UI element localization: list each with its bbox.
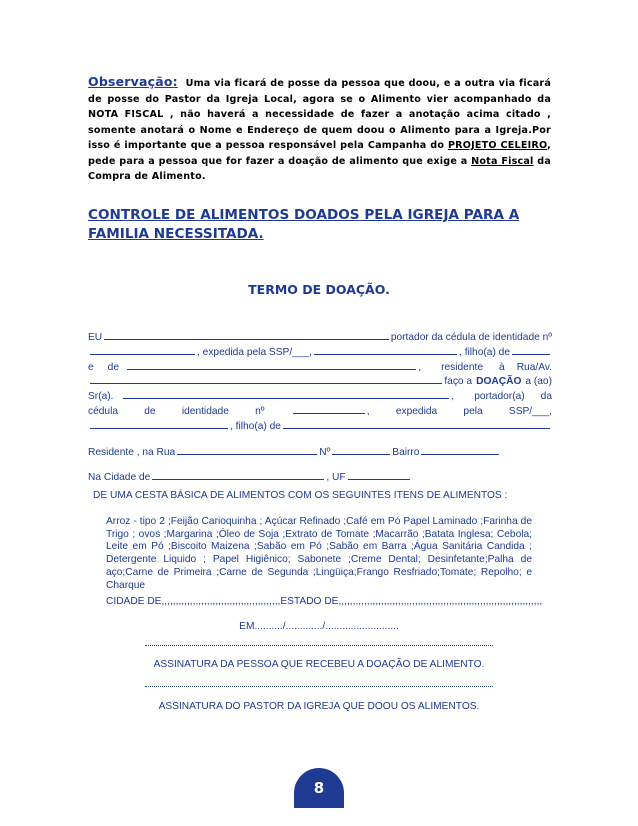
form-label-da: da xyxy=(540,391,552,403)
observation-text-3: da Compra de Alimento. xyxy=(88,155,551,182)
form-label-ssp: SSP/___, xyxy=(508,405,552,417)
observation-text-1: Uma via ficará de posse da pessoa que doou, e a outra via ficará de posse do Pastor da Igreja Local, agora se o Alimento vier acompanhado da NOTA FISCAL , não haverá a necessidade de fazer a anotação acima citado , somente anotará o Nome e Endereço de quem doou o Alimento para a Igreja.Por isso é importante que a pessoa responsável pela Campanha do xyxy=(88,78,551,151)
pastor-signature-label: ASSINATURA DO PASTOR DA IGREJA QUE DOOU OS ALIMENTOS. xyxy=(158,701,480,712)
parent-field-1[interactable] xyxy=(512,345,550,355)
form-label-numero: nº xyxy=(255,405,265,417)
form-label-faco: faço a xyxy=(444,376,473,388)
form-label-residente: residente xyxy=(441,361,484,373)
form-comma: , xyxy=(418,361,422,373)
identity-field[interactable] xyxy=(90,345,195,355)
termo-title: TERMO DE DOAÇÃO. xyxy=(248,282,390,297)
cidade-estado-text: CIDADE DE,,,,,,,,,,,,,,,,,,,,,,,,,,,,,,,,,,,,,,,,,,ESTADO DE,,,,,,,,,,,,,,,,,,,,,,,,,,,,,,,,,,,,,,,,,,,,,,,,,,,,,,,,,,,,,,,,,,,,,,,, xyxy=(106,596,543,607)
recipient-signature-line[interactable] xyxy=(145,645,493,646)
form-label-doacao: DOAÇÃO xyxy=(476,376,522,388)
page-number-badge: 8 xyxy=(294,768,344,808)
street-field[interactable] xyxy=(177,445,317,455)
recipient-signature-label: ASSINATURA DA PESSOA QUE RECEBEU A DOAÇÃO DE ALIMENTO. xyxy=(153,659,485,670)
form-label-de: de xyxy=(107,361,120,373)
number-field[interactable] xyxy=(332,445,390,455)
parent-field-2[interactable] xyxy=(127,360,416,370)
recipient-parent-field[interactable] xyxy=(283,419,550,429)
filler-field[interactable] xyxy=(314,345,457,355)
form-label-pela: pela xyxy=(463,405,483,417)
form-line-8 xyxy=(88,445,552,460)
recipient-ssp-field[interactable] xyxy=(90,419,228,429)
form-label-eu: EU xyxy=(88,332,103,343)
form-label-identity: portador da cédula de identidade nº xyxy=(390,332,552,343)
form-line-7 xyxy=(88,419,552,434)
observation-label: Observação: xyxy=(88,74,178,89)
form-comma: , xyxy=(451,391,455,403)
form-label-bairro: Bairro xyxy=(392,446,420,458)
controle-title: CONTROLE DE ALIMENTOS DOADOS PELA IGREJA PARA A FAMILIA NECESSITADA. xyxy=(88,207,520,242)
form-comma: , xyxy=(366,405,370,417)
items-heading: DE UMA CESTA BÁSICA DE ALIMENTOS COM OS SEGUINTES ITENS DE ALIMENTOS : xyxy=(93,490,508,501)
form-label-filho: , filho(a) de xyxy=(459,346,510,358)
form-label-residente-rua: Residente , na Rua xyxy=(88,446,176,458)
date-line: EM........../............./.......................... xyxy=(239,621,399,632)
form-label-identidade: identidade xyxy=(181,405,229,417)
form-label-rua: Rua/Av. xyxy=(516,361,552,373)
form-line-3 xyxy=(88,360,552,375)
form-label-cedula: cédula xyxy=(88,405,119,417)
cidade-estado-line xyxy=(106,596,546,607)
nota-fiscal-text: Nota Fiscal xyxy=(471,155,534,167)
form-label-portador: portador(a) xyxy=(474,391,525,403)
recipient-identity-group xyxy=(291,404,370,419)
uf-field[interactable] xyxy=(348,470,410,480)
neighborhood-field[interactable] xyxy=(421,445,499,455)
name-field[interactable] xyxy=(104,330,389,340)
form-label-ao: a (ao) xyxy=(525,376,552,388)
pastor-signature-line[interactable] xyxy=(145,686,493,687)
form-line-9 xyxy=(88,470,552,485)
form-line-6 xyxy=(88,404,552,419)
form-label-filho: , filho(a) de xyxy=(230,420,281,432)
observation-paragraph xyxy=(88,74,551,185)
form-label-cidade: Na Cidade de xyxy=(88,472,151,484)
donation-form xyxy=(88,330,552,485)
form-line-2 xyxy=(88,345,552,360)
form-label-a: à xyxy=(499,361,505,373)
form-label-de: de xyxy=(144,405,156,417)
recipient-identity-field[interactable] xyxy=(293,404,365,414)
form-label-nr: Nº xyxy=(319,446,331,458)
observation-text-2: , pede para a pessoa que for fazer a doação de alimento que exige a xyxy=(88,140,551,167)
form-label-expedida: expedida xyxy=(395,405,438,417)
form-label-e: e xyxy=(88,361,94,373)
food-items-list: Arroz - tipo 2 ;Feijão Carioquinha ; Açúcar Refinado ;Café em Pó Papel Laminado ;Farinha de Trigo ; ovos ;Margarina ;Óleo de Soja ;Extrato de Tomate ;Macarrão ;Batata Inglesa; Cebola; Leite em Pó ;Biscoito Maizena ;Sabão em Pó ;Sabão em Barra ;Água Sanitária Candida ; Detergente Liquido ; Papel Higiênico; Sabonete ;Creme Dental; Desinfetante;Palha de aço;Carne de Primeira ;Carne de Segunda ;Lingüiça;Frango Resfriado;Tomate; Repolho; e Charque xyxy=(106,516,532,591)
form-line-4 xyxy=(88,374,552,389)
form-line-1 xyxy=(88,330,552,345)
form-label-uf: , UF xyxy=(326,472,346,484)
address-field[interactable] xyxy=(90,374,442,384)
form-line-5 xyxy=(88,389,552,404)
recipient-name-field[interactable] xyxy=(123,389,449,399)
projeto-celeiro-link: PROJETO CELEIRO xyxy=(447,140,548,151)
form-label-sr: Sr(a). xyxy=(88,391,114,403)
form-label-ssp: , expedida pela SSP/___, xyxy=(197,346,312,358)
city-field[interactable] xyxy=(152,470,324,480)
